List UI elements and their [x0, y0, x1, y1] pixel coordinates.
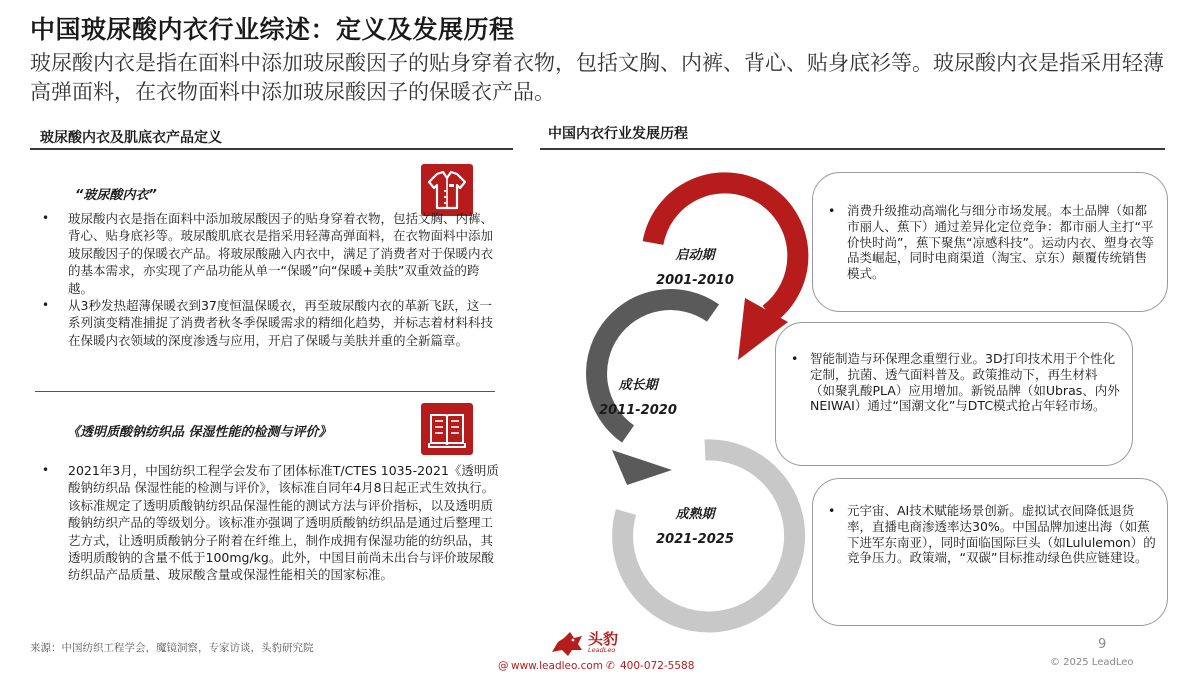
phase-label-2	[588, 374, 688, 418]
page-number: 9	[1098, 637, 1107, 652]
phase-years: 2001-2010	[656, 273, 734, 288]
source-note: 来源：中国纺织工程学会，魔镜洞察，专家访谈，头豹研究院	[30, 642, 314, 654]
phase-years: 2011-2020	[599, 403, 677, 418]
brand-name: 头豹	[588, 630, 619, 648]
copyright: © 2025 LeadLeo	[1050, 657, 1134, 668]
phase-label-1	[645, 244, 745, 288]
phase-years: 2021-2025	[656, 532, 734, 547]
phone-icon: ✆	[606, 660, 615, 672]
phase-name: 启动期	[675, 248, 715, 263]
email-icon: @	[498, 660, 509, 672]
phase-callout-2	[775, 322, 1133, 466]
phase-name: 成长期	[618, 378, 658, 393]
phase-description: • 元宇宙、AI技术赋能场景创新。虚拟试衣间降低退货率，直播电商渗透率达30%。中国品牌加速出海（如蕉下进军东南亚），同时面临国际巨头（如Lululemon）的竞争压力。政策端，“双碳”目标推动绿色供应链建设。	[825, 503, 1157, 566]
card1-bullet: • 玻尿酸内衣是指在面料中添加玻尿酸因子的贴身穿着衣物，包括文胸、内裤、背心、贴身底衫等。玻尿酸肌底衣是指采用轻薄高弹面料，在衣物面料中添加玻尿酸因子的保暖衣产品。将玻尿酸融入内衣中，满足了消费者对于保暖内衣的基本需求，亦实现了产品功能从单一“保暖”向“保暖+美肤”双重效益的跨越。	[38, 210, 503, 297]
leopard-logo-icon	[548, 628, 586, 658]
brand-en: LeadLeo	[588, 646, 616, 654]
phase-description: • 智能制造与环保理念重塑行业。3D打印技术用于个性化定制，抗菌、透气面料普及。政策推动下，再生材料（如聚乳酸PLA）应用增加。新锐品牌（如Ubras、内外NEIWAI）通过“国潮文化”与DTC模式抢占年轻市场。	[788, 351, 1122, 414]
page-title: 中国玻尿酸内衣行业综述：定义及发展历程	[30, 15, 515, 44]
card2-title: 《透明质酸钠纺织品 保湿性能的检测与评价》	[67, 425, 332, 440]
website-link[interactable]: www.leadleo.com	[511, 660, 603, 672]
phase-label-3	[645, 503, 745, 547]
card1-bullet: • 从3秒发热超薄保暖衣到37度恒温保暖衣，再至玻尿酸内衣的革新飞跃，这一系列演变精准捕捉了消费者秋冬季保暖需求的精细化趋势，并标志着材料科技在保暖内衣领域的深度渗透与应用，开启了保暖与美肤并重的全新篇章。	[38, 297, 503, 349]
page-subtitle: 玻尿酸内衣是指在面料中添加玻尿酸因子的贴身穿着衣物，包括文胸、内裤、背心、贴身底衫等。玻尿酸内衣是指采用轻薄高弹面料，在衣物面料中添加玻尿酸因子的保暖衣产品。	[30, 51, 1164, 104]
left-section-title: 玻尿酸内衣及肌底衣产品定义	[40, 130, 222, 146]
phase2-arrowhead	[612, 450, 672, 485]
phase-description: • 消费升级推动高端化与细分市场发展。本土品牌（如都市丽人、蕉下）通过差异化定位竞争：都市丽人主打“平价快时尚”，蕉下聚焦“凉感科技”。运动内衣、塑身衣等品类崛起，同时电商渠道（淘宝、京东）颠覆传统销售模式。	[825, 203, 1157, 282]
card2-bullet: • 2021年3月，中国纺织工程学会发布了团体标准T/CTES 1035-2021《透明质酸钠纺织品 保湿性能的检测与评价》，该标准自同年4月8日起正式生效执行。该标准规定了透明质酸钠纺织品保湿性能的测试方法与评价指标，以及透明质酸钠纺织产品的等级划分。该标准亦强调了透明质酸钠纺织品是通过后整理工艺方式，让透明质酸钠分子附着在纤维上，制作成拥有保湿功能的纺织品，其透明质酸钠的含量不低于100mg/kg。此外，中国目前尚未出台与评价玻尿酸纺织品产品质量、玻尿酸含量或保湿性能相关的国家标准。	[38, 462, 503, 584]
phone-number: 400-072-5588	[620, 660, 695, 672]
phase-callout-3	[812, 478, 1168, 626]
phase-name: 成熟期	[675, 507, 715, 522]
card1-title: “玻尿酸内衣”	[75, 188, 157, 203]
phase-callout-1	[812, 172, 1168, 312]
right-section-title: 中国内衣行业发展历程	[548, 126, 688, 142]
